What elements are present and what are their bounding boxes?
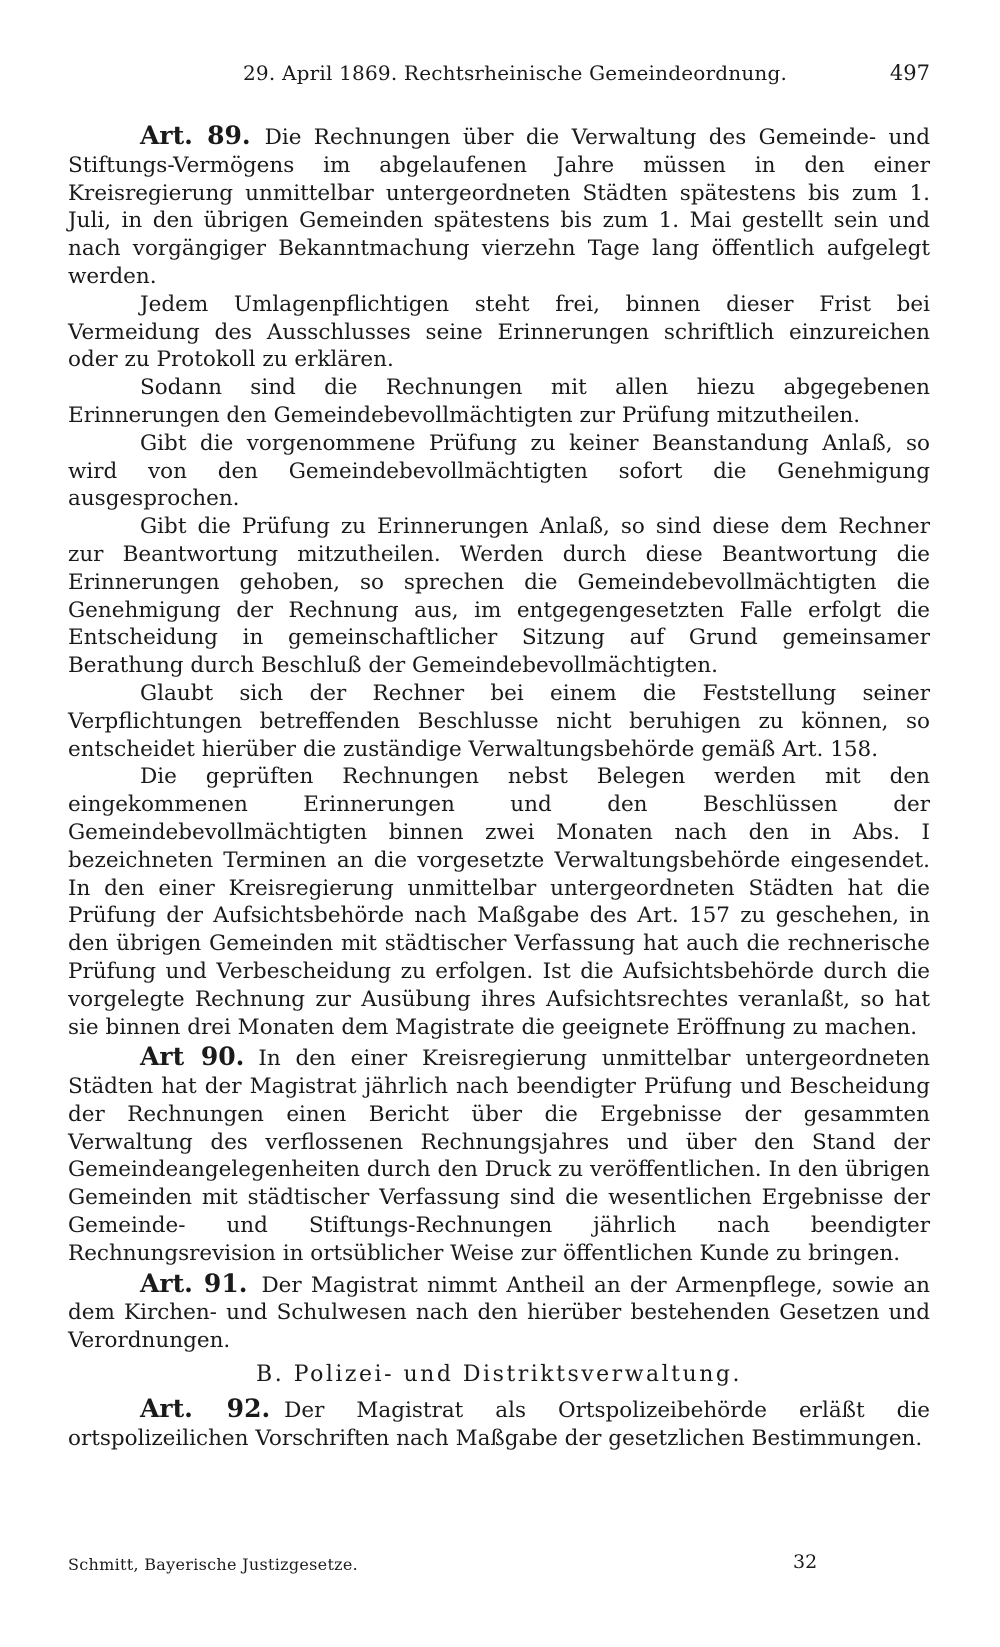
running-head: 29. April 1869. Rechtsrheinische Gemeindeordnung. bbox=[243, 61, 788, 85]
article-89-paragraph-1 bbox=[68, 122, 930, 291]
article-90-paragraph bbox=[68, 1043, 930, 1267]
page-body bbox=[68, 122, 930, 1452]
article-89-paragraph-2: Jedem Umlagenpflichtigen steht frei, binnen dieser Frist bei Vermeidung des Ausschlusses seine Erinnerungen schriftlich einzureichen oder zu Protokoll zu erklären. bbox=[68, 291, 930, 373]
article-89-label: Art. 89. bbox=[140, 121, 251, 150]
footer-source-line: Schmitt, Bayerische Justizgesetze. bbox=[68, 1555, 359, 1574]
section-heading-b: B. Polizei- und Distriktsverwaltung. bbox=[256, 1362, 742, 1388]
article-90-label: Art 90. bbox=[140, 1042, 245, 1072]
article-90-text: In den einer Kreisregierung unmittelbar untergeordneten Städten hat der Magistrat jährlich nach beendigter Prüfung und Bescheidung der Rechnungen einen Bericht über die Ergebnisse der gesammten Verwaltung des verflossenen Rechnungsjahres und über den Stand der Gemeindeangelegenheiten durch den Druck zu veröffentlichen. In den übrigen Gemeinden mit städtischer Verfassung sind die wesentlichen Ergebnisse der Gemeinde- und Stiftungs-Rechnungen jährlich nach beendigter Rechnungsrevision in ortsüblicher Weise zur öffentlichen Kunde zu bringen. bbox=[68, 1046, 930, 1266]
article-92-paragraph bbox=[68, 1395, 930, 1453]
article-89-paragraph-3: Sodann sind die Rechnungen mit allen hiezu abgegebenen Erinnerungen den Gemeindebevollmächtigten zur Prüfung mitzutheilen. bbox=[68, 375, 930, 428]
article-91-text: Der Magistrat nimmt Antheil an der Armenpflege, sowie an dem Kirchen- und Schulwesen nach den hierüber bestehenden Gesetzen und Verordnungen. bbox=[68, 1272, 930, 1354]
article-89-paragraph-4: Gibt die vorgenommene Prüfung zu keiner Beanstandung Anlaß, so wird von den Gemeindebevollmächtigten sofort die Genehmigung ausgesprochen. bbox=[68, 430, 930, 512]
article-91-label: Art. 91. bbox=[140, 1268, 248, 1298]
page-header bbox=[68, 60, 930, 90]
article-89-text-1: Die Rechnungen über die Verwaltung des Gemeinde- und Stiftungs-Vermögens im abgelaufenen Jahre müssen in den einer Kreisregierung unmittelbar untergeordneten Städten spätestens bis zum 1. Juli, in den übrigen Gemeinden spätestens bis zum 1. Mai gestellt sein und nach vorgängiger Bekanntmachung vierzehn Tage lang öffentlich aufgelegt werden. bbox=[68, 125, 930, 289]
article-89-paragraph-5: Gibt die Prüfung zu Erinnerungen Anlaß, so sind diese dem Rechner zur Beantwortung mitzutheilen. Werden durch diese Beantwortung die Erinnerungen gehoben, so sprechen die Gemeindebevollmächtigten die Genehmigung der Rechnung aus, im entgegengesetzten Falle erfolgt die Entscheidung in gemeinschaftlicher Sitzung auf Grund gemeinsamer Berathung durch Beschluß der Gemeindebevollmächtigten. bbox=[68, 514, 930, 679]
page-number: 497 bbox=[889, 61, 930, 85]
sheet-signature: 32 bbox=[793, 1551, 818, 1573]
article-89-paragraph-6: Glaubt sich der Rechner bei einem die Feststellung seiner Verpflichtungen betreffenden Beschlusse nicht beruhigen zu können, so entscheidet hierüber die zuständige Verwaltungsbehörde gemäß Art. 158. bbox=[68, 680, 930, 762]
article-92-text: Der Magistrat als Ortspolizeibehörde erläßt die ortspolizeilichen Vorschriften nach Maßgabe der gesetzlichen Bestimmungen. bbox=[68, 1397, 930, 1451]
article-92-label: Art. 92. bbox=[140, 1393, 271, 1423]
article-91-paragraph bbox=[68, 1270, 930, 1355]
article-89-paragraph-7: Die geprüften Rechnungen nebst Belegen werden mit den eingekommenen Erinnerungen und den Beschlüssen der Gemeindebevollmächtigten binnen zwei Monaten nach den in Abs. I bezeichneten Terminen an die vorgesetzte Verwaltungsbehörde eingesendet. In den einer Kreisregierung unmittelbar untergeordneten Städten hat die Prüfung der Aufsichtsbehörde nach Maßgabe des Art. 157 zu geschehen, in den übrigen Gemeinden mit städtischer Verfassung hat auch die rechnerische Prüfung und Verbescheidung zu erfolgen. Ist die Aufsichtsbehörde durch die vorgelegte Rechnung zur Ausübung ihres Aufsichtsrechtes veranlaßt, so hat sie binnen drei Monaten dem Magistrate die geeignete Eröffnung zu machen. bbox=[68, 764, 930, 1040]
page-footer bbox=[68, 1551, 930, 1575]
